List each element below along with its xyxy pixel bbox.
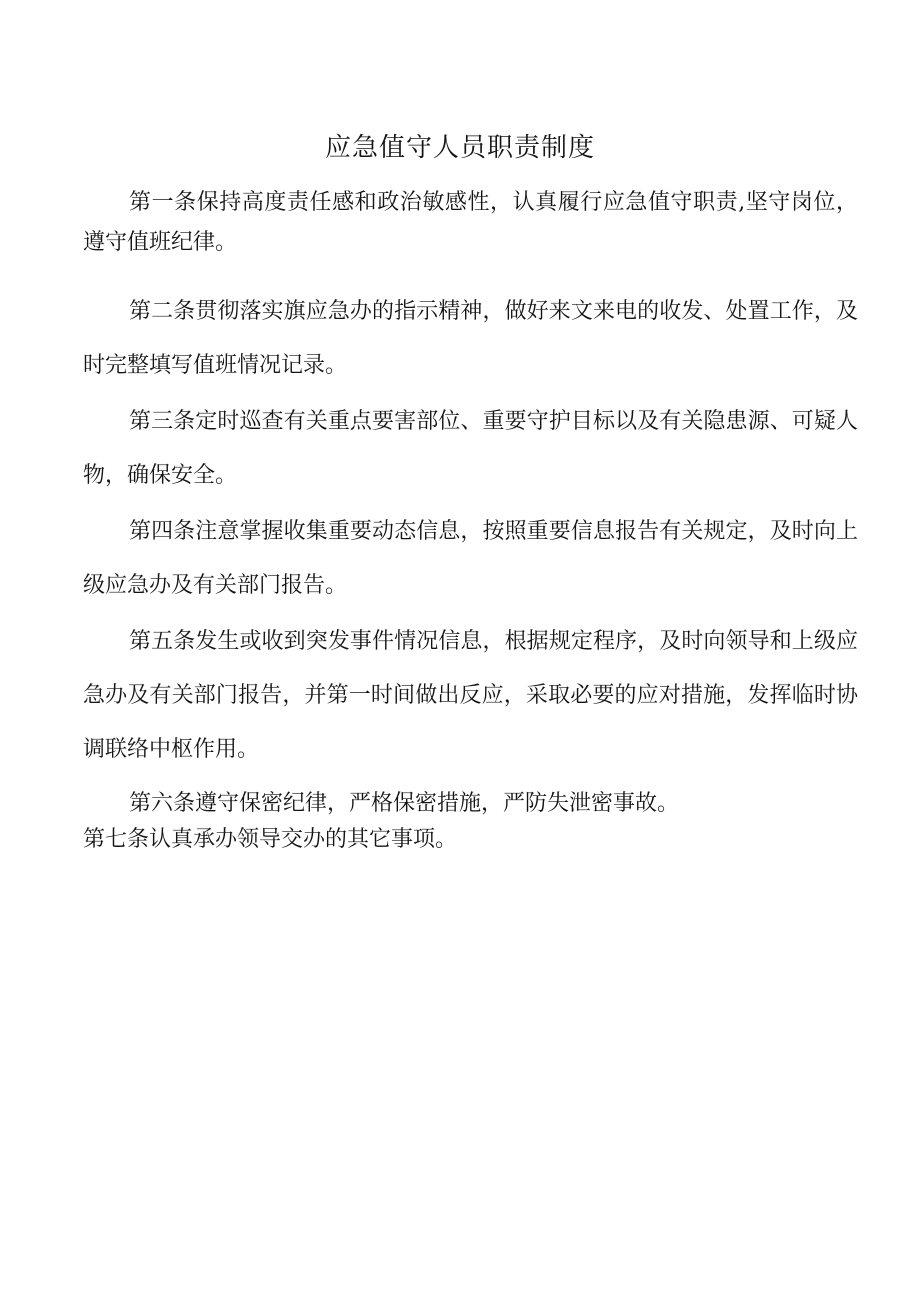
article-3: 第三条定时巡查有关重点要害部位、重要守护目标以及有关隐患源、可疑人物，确保安全。 <box>83 409 858 488</box>
article-7: 第七条认真承办领导交办的其它事项。 <box>83 827 458 852</box>
article-4: 第四条注意掌握收集重要动态信息，按照重要信息报告有关规定，及时向上级应急办及有关部门报告。 <box>83 519 858 598</box>
article-6: 第六条遵守保密纪律，严格保密措施，严防失泄密事故。 <box>129 791 680 816</box>
document-title: 应急值守人员职责制度 <box>324 133 595 163</box>
document-body <box>83 183 858 857</box>
article-5: 第五条发生或收到突发事件情况信息，根据规定程序，及时向领导和上级应急办及有关部门报告，并第一时间做出反应，采取必要的应对措施，发挥临时协调联络中枢作用。 <box>83 629 858 762</box>
article-2: 第二条贯彻落实旗应急办的指示精神，做好来文来电的收发、处置工作，及时完整填写值班情况记录。 <box>83 299 858 378</box>
article-1: 第一条保持高度责任感和政治敏感性，认真履行应急值守职责,坚守岗位，遵守值班纪律。 <box>83 190 858 255</box>
